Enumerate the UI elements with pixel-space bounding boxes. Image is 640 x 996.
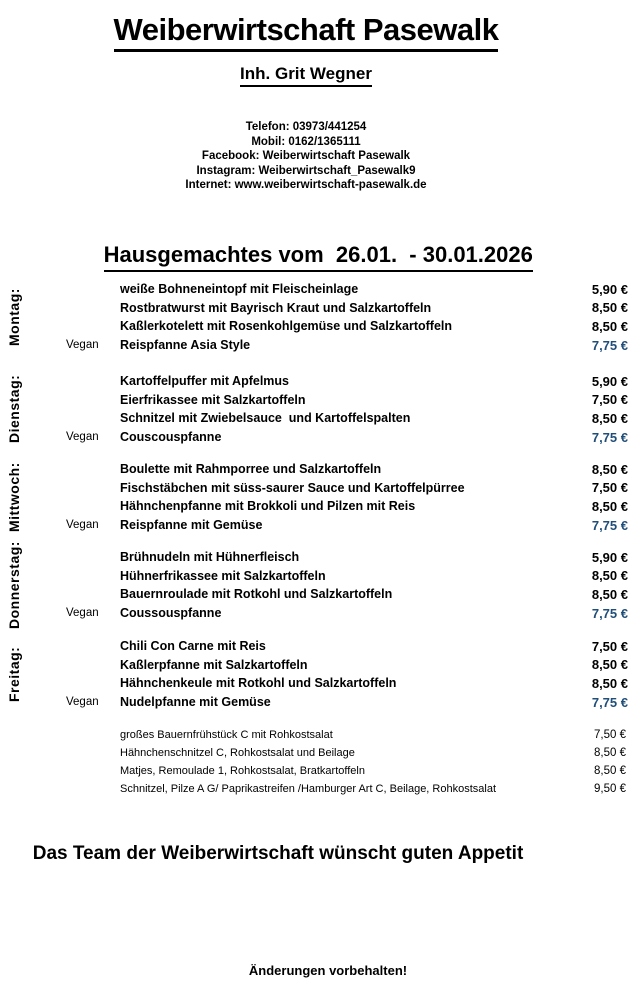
vegan-dish-price: 7,75 € <box>591 605 628 621</box>
dish-row <box>0 299 640 318</box>
dish-price: 8,50 € <box>591 318 628 334</box>
dish-price: 5,90 € <box>591 373 628 389</box>
dish-price: 8,50 € <box>591 568 628 584</box>
vegan-tag: Vegan <box>66 431 99 444</box>
dish-row <box>0 409 640 428</box>
vegan-dish-price: 7,75 € <box>591 429 628 445</box>
dish-name: Schnitzel mit Zwiebelsauce und Kartoffelspalten <box>120 411 411 426</box>
dish-name: Boulette mit Rahmporree und Salzkartoffeln <box>120 462 382 477</box>
extra-price: 7,50 € <box>594 729 626 741</box>
vegan-tag: Vegan <box>66 519 99 532</box>
day-section-donnerstag <box>0 541 640 629</box>
footer-note: Änderungen vorbehalten! <box>248 963 408 978</box>
dish-price: 7,50 € <box>591 638 628 654</box>
dish-name: Reispfanne mit Gemüse <box>120 518 263 533</box>
day-label: Montag: <box>6 288 22 346</box>
dish-row <box>0 585 640 604</box>
dish-name: Couscouspfanne <box>120 430 222 445</box>
dish-name: Hühnerfrikassee mit Salzkartoffeln <box>120 568 326 583</box>
extra-items <box>0 726 640 798</box>
dish-price: 8,50 € <box>591 498 628 514</box>
dish-row <box>0 604 640 623</box>
owner-line <box>0 64 612 87</box>
extra-row <box>0 762 640 780</box>
extra-name: Matjes, Remoulade 1, Rohkostsalat, Bratkartoffeln <box>120 765 365 777</box>
dish-row <box>0 637 640 656</box>
contact-line: Facebook: Weiberwirtschaft Pasewalk <box>201 150 411 163</box>
vegan-dish-price: 7,75 € <box>591 694 628 710</box>
extra-price: 8,50 € <box>594 765 626 777</box>
dish-row <box>0 280 640 299</box>
vegan-dish-price: 7,75 € <box>591 517 628 533</box>
dish-name: Kaßlerkotelett mit Rosenkohlgemüse und Salzkartoffeln <box>120 319 453 334</box>
dish-price: 7,50 € <box>591 392 628 408</box>
contact-line: Instagram: Weiberwirtschaft_Pasewalk9 <box>196 164 416 177</box>
extra-price: 8,50 € <box>594 747 626 759</box>
extra-name: großes Bauernfrühstück C mit Rohkostsalat <box>120 729 333 741</box>
vegan-tag: Vegan <box>66 607 99 620</box>
extra-row <box>0 780 640 798</box>
day-section-montag <box>0 280 640 355</box>
dish-row <box>0 567 640 586</box>
dish-row <box>0 516 640 535</box>
extra-price: 9,50 € <box>594 783 626 795</box>
dish-row <box>0 497 640 516</box>
extra-row <box>0 726 640 744</box>
vegan-tag: Vegan <box>66 696 99 709</box>
dish-name: Nudelpfanne mit Gemüse <box>120 695 271 710</box>
dish-price: 5,90 € <box>591 281 628 297</box>
dish-row <box>0 391 640 410</box>
dish-name: Brühnudeln mit Hühnerfleisch <box>120 550 300 565</box>
week-heading-text: Hausgemachtes vom 26.01. - 30.01.2026 <box>104 242 533 272</box>
footer-message: Das Team der Weiberwirtschaft wünscht guten Appetit <box>32 843 524 864</box>
dish-row <box>0 674 640 693</box>
dish-name: Coussouspfanne <box>120 606 222 621</box>
dish-row <box>0 479 640 498</box>
dish-price: 8,50 € <box>591 410 628 426</box>
vegan-tag: Vegan <box>66 339 99 352</box>
dish-price: 8,50 € <box>591 300 628 316</box>
page-title <box>0 12 612 52</box>
dish-row <box>0 656 640 675</box>
page-title-text: Weiberwirtschaft Pasewalk <box>114 12 499 52</box>
day-label: Mittwoch: <box>6 462 22 532</box>
vegan-dish-price: 7,75 € <box>591 337 628 353</box>
dish-price: 8,50 € <box>591 657 628 673</box>
dish-price: 7,50 € <box>591 480 628 496</box>
dish-row <box>0 336 640 355</box>
dish-row <box>0 693 640 712</box>
dish-price: 8,50 € <box>591 461 628 477</box>
dish-name: Kartoffelpuffer mit Apfelmus <box>120 374 289 389</box>
dish-name: Fischstäbchen mit süss-saurer Sauce und Kartoffelpürree <box>120 480 465 495</box>
dish-name: weiße Bohneneintopf mit Fleischeinlage <box>120 282 359 297</box>
contact-line: Mobil: 0162/1365111 <box>251 135 361 148</box>
dish-name: Bauernroulade mit Rotkohl und Salzkartoffeln <box>120 587 393 602</box>
dish-price: 8,50 € <box>591 586 628 602</box>
dish-price: 8,50 € <box>591 675 628 691</box>
dish-row <box>0 428 640 447</box>
day-label: Freitag: <box>6 646 22 702</box>
dish-name: Rostbratwurst mit Bayrisch Kraut und Salzkartoffeln <box>120 300 432 315</box>
dish-row <box>0 317 640 336</box>
contact-block <box>0 120 612 193</box>
extra-row <box>0 744 640 762</box>
dish-name: Hähnchenpfanne mit Brokkoli und Pilzen mit Reis <box>120 499 416 514</box>
contact-line: Internet: www.weiberwirtschaft-pasewalk.de <box>185 179 427 192</box>
extra-name: Hähnchenschnitzel C, Rohkostsalat und Beilage <box>120 747 355 759</box>
dish-name: Kaßlerpfanne mit Salzkartoffeln <box>120 657 308 672</box>
day-label: Dienstag: <box>6 374 22 444</box>
dish-row <box>0 548 640 567</box>
extra-name: Schnitzel, Pilze A G/ Paprikastreifen /Hamburger Art C, Beilage, Rohkostsalat <box>120 783 497 795</box>
dish-name: Reispfanne Asia Style <box>120 338 251 353</box>
dish-price: 5,90 € <box>591 549 628 565</box>
dish-name: Eierfrikassee mit Salzkartoffeln <box>120 392 306 407</box>
day-section-mittwoch <box>0 460 640 535</box>
day-label: Donnerstag: <box>6 541 22 629</box>
dish-name: Hähnchenkeule mit Rotkohl und Salzkartoffeln <box>120 676 397 691</box>
dish-row <box>0 460 640 479</box>
day-section-freitag <box>0 637 640 712</box>
owner-line-text: Inh. Grit Wegner <box>240 64 372 87</box>
dish-row <box>0 372 640 391</box>
day-section-dienstag <box>0 372 640 447</box>
contact-line: Telefon: 03973/441254 <box>245 121 367 133</box>
dish-name: Chili Con Carne mit Reis <box>120 639 266 654</box>
